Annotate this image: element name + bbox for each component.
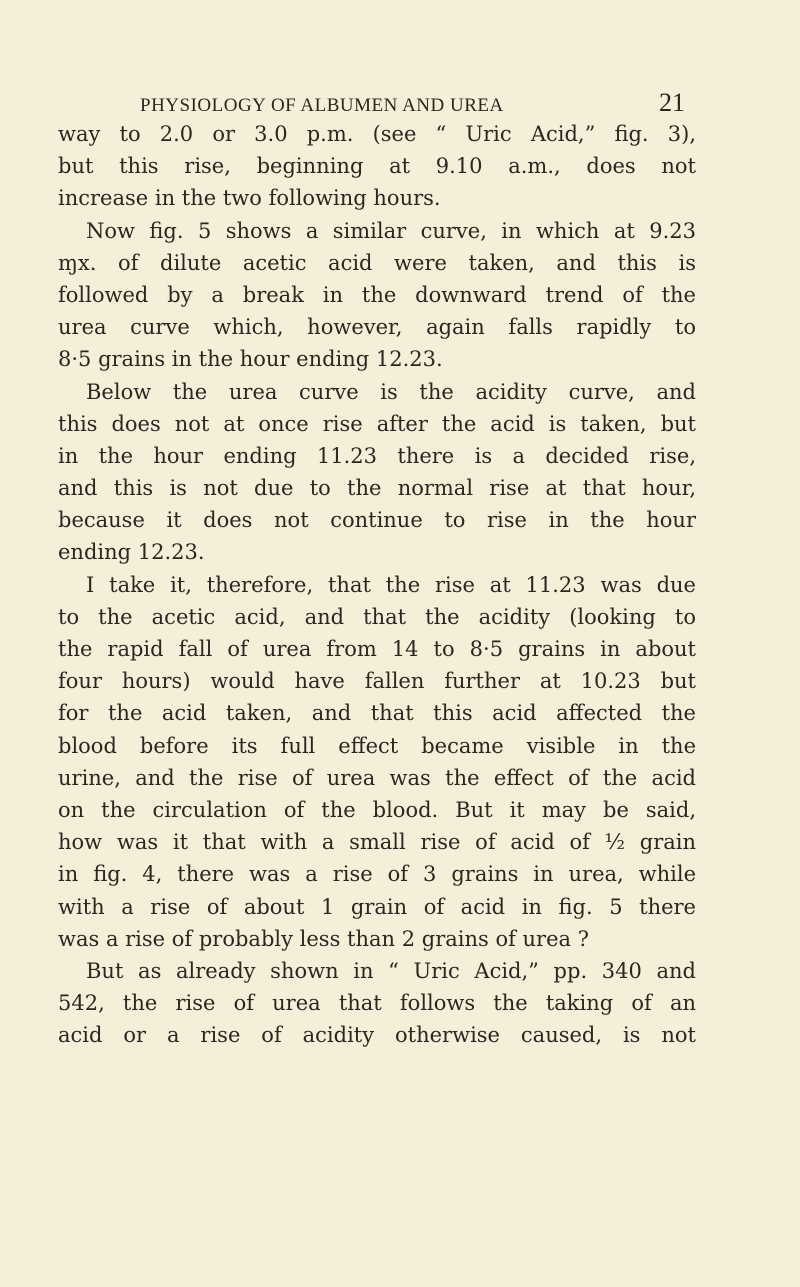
text-line: urine, and the rise of urea was the effect of the acid (58, 765, 696, 790)
text-line: how was it that with a small rise of acid of ½ grain (58, 830, 696, 855)
page-number: 21 (659, 88, 685, 117)
text-line: But as already shown in “ Uric Acid,” pp. 340 and (86, 958, 696, 983)
text-line: acid or a rise of acidity otherwise caused, is not (58, 1023, 696, 1048)
text-line: was a rise of probably less than 2 grains of urea ? (58, 926, 589, 951)
running-title: PHYSIOLOGY OF ALBUMEN AND UREA (140, 95, 504, 116)
text-line: but this rise, beginning at 9.10 a.m., does not (58, 154, 696, 179)
text-line: and this is not due to the normal rise at that hour, (58, 476, 696, 501)
text-line: in fig. 4, there was a rise of 3 grains in urea, while (58, 862, 696, 887)
text-line: urea curve which, however, again falls rapidly to (58, 315, 696, 340)
text-line: way to 2.0 or 3.0 p.m. (see “ Uric Acid,” fig. 3), (58, 122, 696, 146)
text-line: followed by a break in the downward trend of the (58, 282, 696, 307)
text-line: four hours) would have fallen further at 10.23 but (58, 669, 696, 694)
text-line: this does not at once rise after the acid is taken, but (58, 411, 696, 436)
text-line: increase in the two following hours. (58, 186, 441, 211)
text-line: with a rise of about 1 grain of acid in fig. 5 there (58, 894, 696, 919)
text-line: ending 12.23. (58, 540, 205, 565)
text-line: to the acetic acid, and that the acidity (looking to (58, 604, 696, 629)
text-line: for the acid taken, and that this acid affected the (58, 701, 696, 726)
text-line: 542, the rise of urea that follows the taking of an (58, 991, 696, 1016)
text-line: because it does not continue to rise in the hour (58, 508, 696, 533)
text-line: Below the urea curve is the acidity curve, and (86, 379, 696, 404)
text-line: Now fig. 5 shows a similar curve, in which at 9.23 (86, 218, 696, 243)
body-text (58, 118, 696, 1051)
text-line: blood before its full effect became visible in the (58, 733, 696, 758)
text-line: on the circulation of the blood. But it may be said, (58, 797, 696, 822)
text-line: the rapid fall of urea from 14 to 8·5 grains in about (58, 637, 696, 661)
running-head (140, 88, 685, 118)
text-line: ɱx. of dilute acetic acid were taken, and this is (58, 250, 696, 275)
text-line: 8·5 grains in the hour ending 12.23. (58, 347, 443, 372)
text-line: I take it, therefore, that the rise at 11.23 was due (86, 572, 696, 597)
text-line: in the hour ending 11.23 there is a decided rise, (58, 443, 696, 468)
